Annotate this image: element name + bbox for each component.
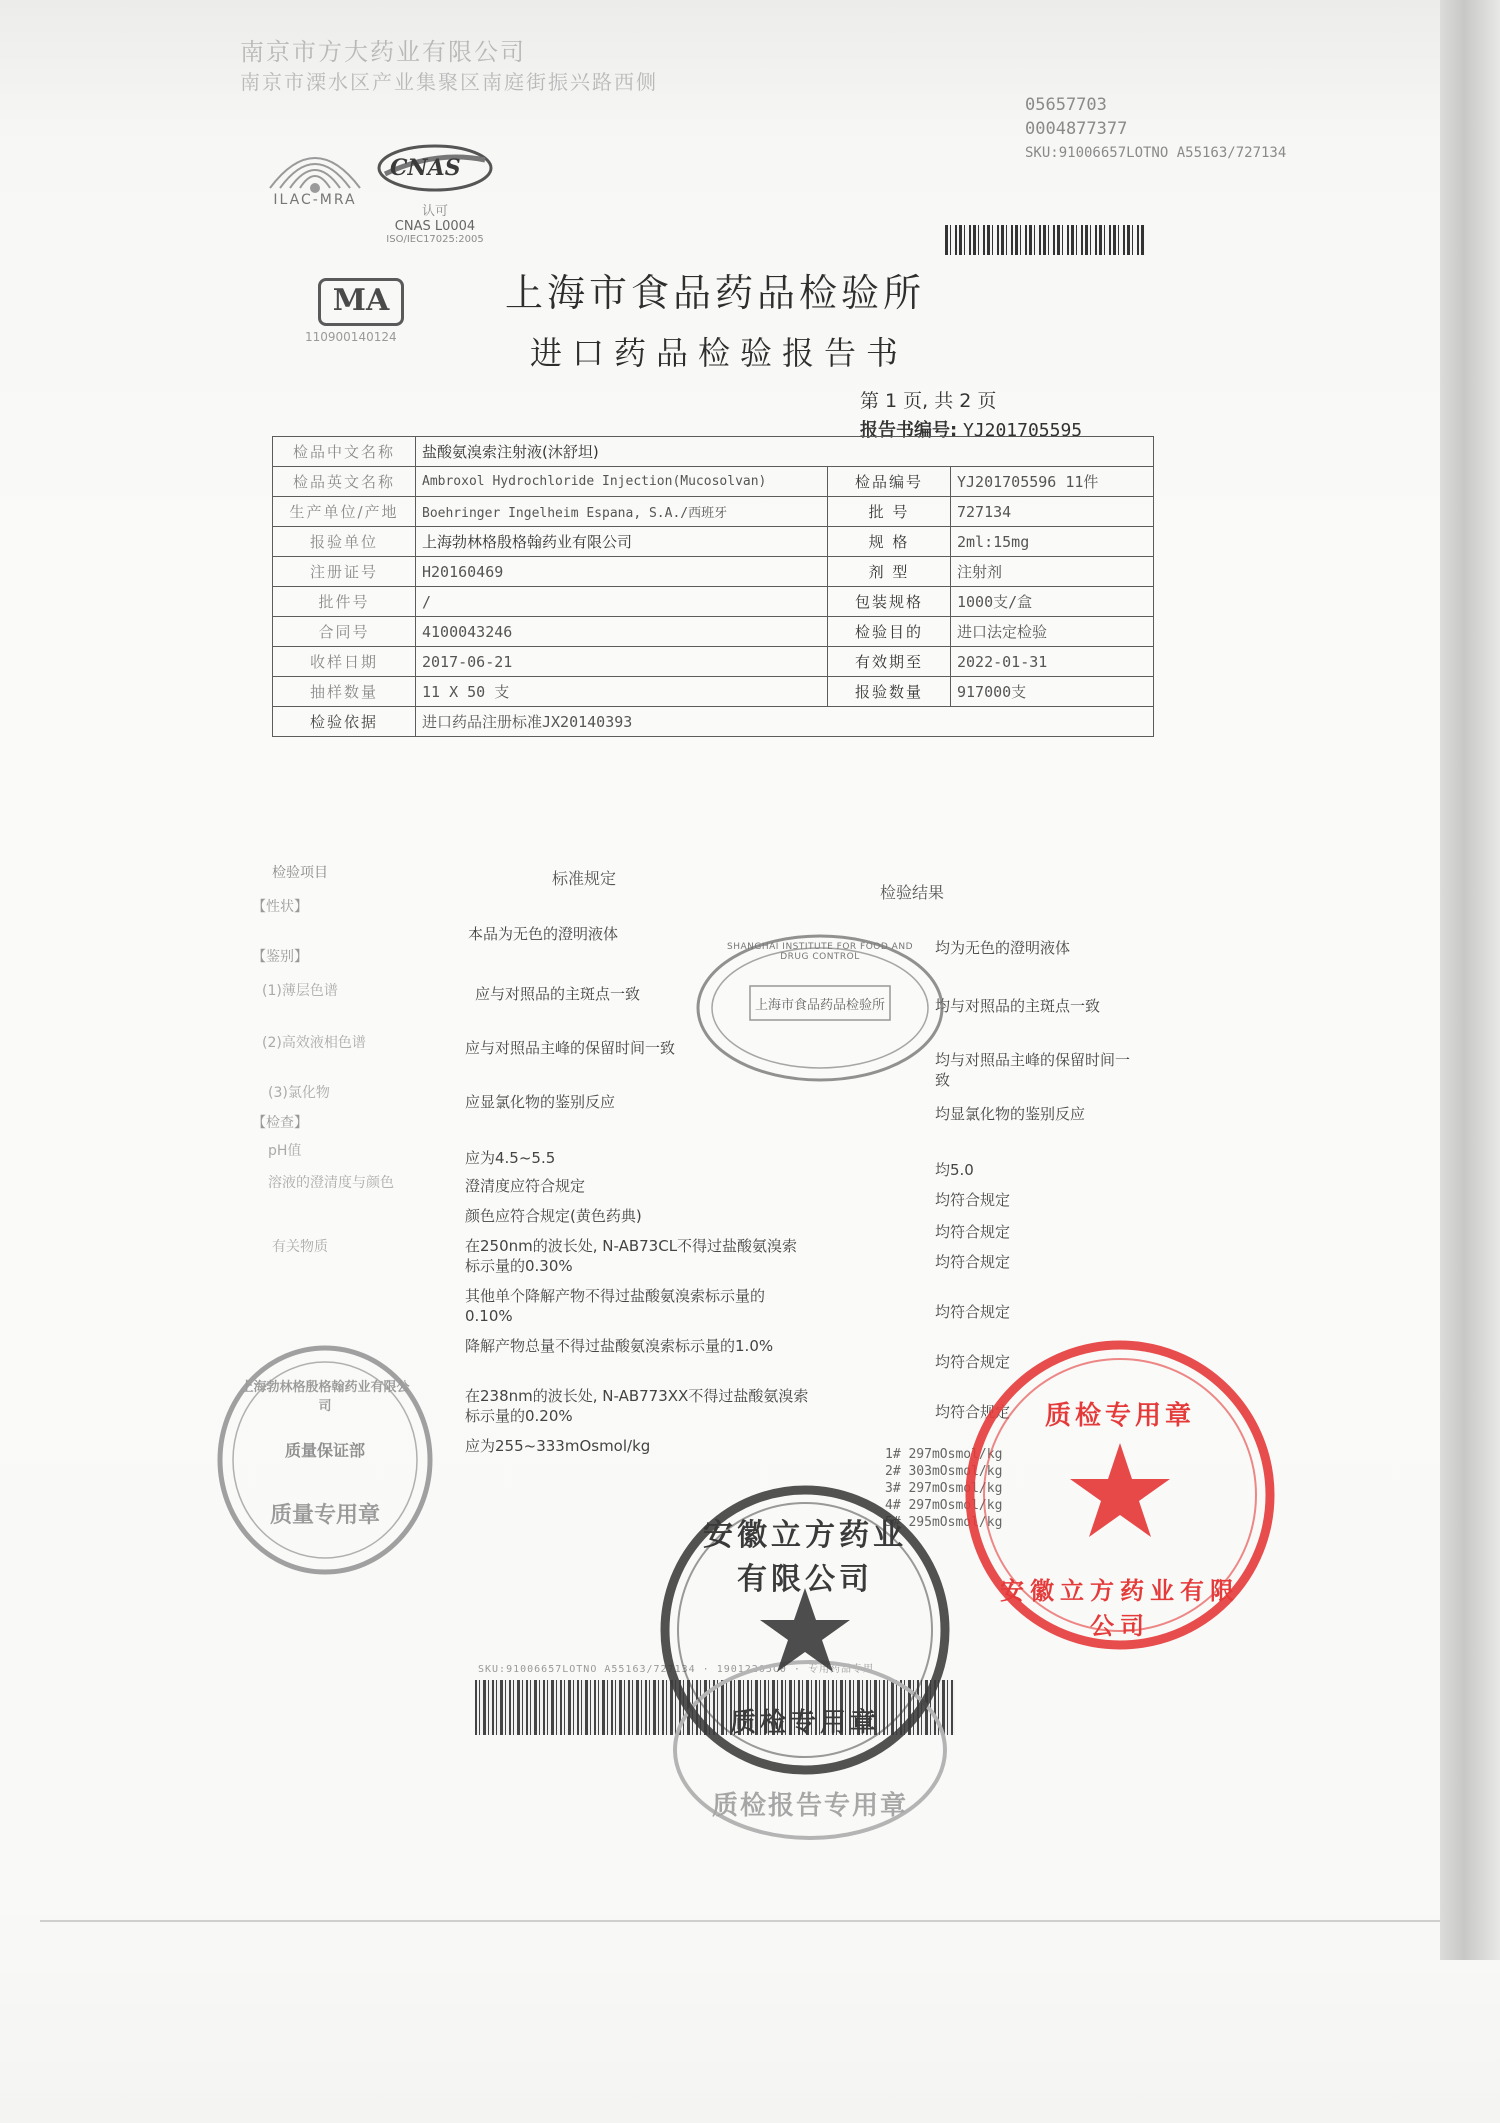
table-row xyxy=(273,527,1154,557)
gray-left-stamp-purpose: 质量专用章 xyxy=(269,1502,380,1528)
std-related-1: 在250nm的波长处, N-AB73CL不得过盐酸氨溴索标示量的0.30% xyxy=(465,1237,798,1275)
spec-value: 2ml:15mg xyxy=(951,527,1154,557)
res-related-3: 均符合规定 xyxy=(935,1353,1011,1371)
page-info: 第 1 页, 共 2 页 xyxy=(860,390,997,412)
col-result-header: 检验结果 xyxy=(880,883,945,902)
faded-company-name: 南京市方大药业有限公司 xyxy=(240,38,526,66)
expiry-label: 有效期至 xyxy=(828,647,951,677)
report-qty-value: 917000支 xyxy=(951,677,1154,707)
dosage-form-value: 注射剂 xyxy=(951,557,1154,587)
spec-label: 规 格 xyxy=(828,527,951,557)
col-standard-header: 标准规定 xyxy=(552,869,617,888)
institution-seal-en: SHANGHAI INSTITUTE FOR FOOD AND DRUG CONTROL xyxy=(727,942,913,962)
expiry-value: 2022-01-31 xyxy=(951,647,1154,677)
institution-title: 上海市食品药品检验所 xyxy=(505,271,926,315)
scan-fold-line xyxy=(40,1920,1440,1922)
approval-value: / xyxy=(416,587,828,617)
sample-no-label: 检品编号 xyxy=(828,467,951,497)
std-tlc: 应与对照品的主斑点一致 xyxy=(475,985,641,1003)
code-list xyxy=(1025,93,1286,165)
cnas-caption-2: CNAS L0004 xyxy=(394,219,476,234)
contract-label: 合同号 xyxy=(273,617,416,647)
table-row xyxy=(273,647,1154,677)
item-ph: pH值 xyxy=(268,1143,302,1159)
std-osmolality: 应为255~333mOsmol/kg xyxy=(465,1437,651,1455)
osmo-result-1: 1# 297mOsmol/kg xyxy=(885,1447,1003,1462)
package-label: 包装规格 xyxy=(828,587,951,617)
col-item-header: 检验项目 xyxy=(272,865,328,881)
report-qty-label: 报验数量 xyxy=(828,677,951,707)
applicant-value: 上海勃林格殷格翰药业有限公司 xyxy=(416,527,828,557)
res-character: 均为无色的澄明液体 xyxy=(935,939,1071,957)
cn-name-value: 盐酸氨溴索注射液(沐舒坦) xyxy=(416,437,1154,467)
cn-name-label: 检品中文名称 xyxy=(273,437,416,467)
black-stamp-purpose: 质检专用章 xyxy=(729,1708,880,1738)
item-hplc: (2)高效液相色谱 xyxy=(262,1035,366,1051)
osmo-result-5: 5# 295mOsmol/kg xyxy=(885,1515,1003,1530)
ilac-logo xyxy=(260,128,370,208)
code-line-3: SKU:91006657LOTNO A55163/727134 xyxy=(1025,145,1287,161)
res-hplc: 均与对照品主峰的保留时间一致 xyxy=(935,1051,1131,1089)
code-line-1: 05657703 xyxy=(1025,95,1107,115)
gray-left-stamp-dept: 质量保证部 xyxy=(284,1441,365,1460)
barcode-caption: SKU:91006657LOTNO A55163/727134 · 19012205C0 · 专用药品专用 xyxy=(478,1664,874,1675)
table-row xyxy=(273,587,1154,617)
table-row xyxy=(273,497,1154,527)
item-chloride: (3)氯化物 xyxy=(268,1085,330,1101)
res-tlc: 均与对照品的主斑点一致 xyxy=(935,997,1101,1015)
report-number-label: 报告书编号: xyxy=(860,420,958,441)
red-stamp-company: 安徽立方药业有限公司 xyxy=(1000,1576,1240,1640)
dosage-form-label: 剂 型 xyxy=(828,557,951,587)
top-barcode xyxy=(945,225,1145,255)
item-related-substances: 有关物质 xyxy=(272,1239,328,1255)
std-hplc: 应与对照品主峰的保留时间一致 xyxy=(465,1039,676,1057)
res-clarity: 均符合规定 xyxy=(935,1191,1011,1209)
scan-edge xyxy=(1440,0,1500,1960)
faded-address: 南京市溧水区产业集聚区南庭街振兴路西侧 xyxy=(240,70,658,94)
res-chloride: 均显氯化物的鉴别反应 xyxy=(935,1105,1086,1123)
sample-info-table xyxy=(272,436,1154,737)
gray-left-stamp-company: 上海勃林格殷格翰药业有限公司 xyxy=(240,1380,410,1414)
std-related-2: 其他单个降解产物不得过盐酸氨溴索标示量的0.10% xyxy=(465,1287,766,1325)
item-tlc: (1)薄层色谱 xyxy=(262,983,338,999)
report-title: 进口药品检验报告书 xyxy=(530,334,909,372)
red-company-stamp xyxy=(960,1335,1280,1655)
black-company-stamp xyxy=(655,1480,955,1780)
table-row xyxy=(273,557,1154,587)
code-line-2: 0004877377 xyxy=(1025,119,1128,139)
purpose-value: 进口法定检验 xyxy=(951,617,1154,647)
std-color: 颜色应符合规定(黄色药典) xyxy=(465,1207,642,1225)
cnas-caption-3: ISO/IEC17025:2005 xyxy=(386,234,484,245)
institution-seal-cn: 上海市食品药品检验所 xyxy=(754,998,885,1013)
receive-date-value: 2017-06-21 xyxy=(416,647,828,677)
manufacturer-value: Boehringer Ingelheim Espana, S.A./西班牙 xyxy=(416,497,828,527)
item-clarity: 溶液的澄清度与颜色 xyxy=(268,1175,394,1191)
osmo-result-2: 2# 303mOsmol/kg xyxy=(885,1464,1003,1479)
ilac-caption: ILAC-MRA xyxy=(273,192,357,208)
ma-number: 110900140124 xyxy=(305,330,397,344)
basis-value: 进口药品注册标准JX20140393 xyxy=(416,707,1154,737)
cnas-caption-1: 认可 xyxy=(421,204,448,219)
section-check: 【检查】 xyxy=(252,1115,308,1131)
std-ph: 应为4.5~5.5 xyxy=(465,1149,556,1167)
res-ph: 均5.0 xyxy=(935,1161,974,1179)
section-character: 【性状】 xyxy=(252,899,308,915)
std-clarity: 澄清度应符合规定 xyxy=(465,1177,586,1195)
report-number: YJ201705595 xyxy=(962,420,1083,441)
ma-logo: MA xyxy=(318,278,404,326)
section-identification: 【鉴别】 xyxy=(252,949,308,965)
table-row xyxy=(273,677,1154,707)
table-row xyxy=(273,467,1154,497)
res-related-1: 均符合规定 xyxy=(935,1253,1011,1271)
res-related-4: 均符合规定 xyxy=(935,1403,1011,1421)
gray-bottom-stamp-purpose: 质检报告专用章 xyxy=(711,1791,908,1821)
cnas-text: CNAS xyxy=(390,155,461,181)
osmo-result-3: 3# 297mOsmol/kg xyxy=(885,1481,1003,1496)
basis-label: 检验依据 xyxy=(273,707,416,737)
table-row xyxy=(273,437,1154,467)
institution-seal xyxy=(690,928,950,1088)
package-value: 1000支/盒 xyxy=(951,587,1154,617)
en-name-value: Ambroxol Hydrochloride Injection(Mucosolvan) xyxy=(416,467,828,497)
std-character: 本品为无色的澄明液体 xyxy=(468,925,619,943)
registration-value: H20160469 xyxy=(416,557,828,587)
gray-left-stamp xyxy=(210,1340,440,1580)
std-related-4: 在238nm的波长处, N-AB773XX不得过盐酸氨溴索标示量的0.20% xyxy=(465,1387,809,1425)
osmo-result-4: 4# 297mOsmol/kg xyxy=(885,1498,1003,1513)
sample-qty-value: 11 X 50 支 xyxy=(416,677,828,707)
receive-date-label: 收样日期 xyxy=(273,647,416,677)
approval-label: 批件号 xyxy=(273,587,416,617)
table-row xyxy=(273,707,1154,737)
sample-no-value: YJ201705596 11件 xyxy=(951,467,1154,497)
red-stamp-purpose: 质检专用章 xyxy=(1044,1401,1195,1431)
std-related-3: 降解产物总量不得过盐酸氨溴索标示量的1.0% xyxy=(465,1337,774,1355)
table-row xyxy=(273,617,1154,647)
contract-value: 4100043246 xyxy=(416,617,828,647)
manufacturer-label: 生产单位/产地 xyxy=(273,497,416,527)
purpose-label: 检验目的 xyxy=(828,617,951,647)
cnas-logo xyxy=(370,140,500,245)
applicant-label: 报验单位 xyxy=(273,527,416,557)
res-related-2: 均符合规定 xyxy=(935,1303,1011,1321)
sample-qty-label: 抽样数量 xyxy=(273,677,416,707)
batch-label: 批 号 xyxy=(828,497,951,527)
registration-label: 注册证号 xyxy=(273,557,416,587)
en-name-label: 检品英文名称 xyxy=(273,467,416,497)
black-stamp-company: 安徽立方药业有限公司 xyxy=(703,1518,907,1597)
batch-value: 727134 xyxy=(951,497,1154,527)
res-color: 均符合规定 xyxy=(935,1223,1011,1241)
std-chloride: 应显氯化物的鉴别反应 xyxy=(465,1093,616,1111)
